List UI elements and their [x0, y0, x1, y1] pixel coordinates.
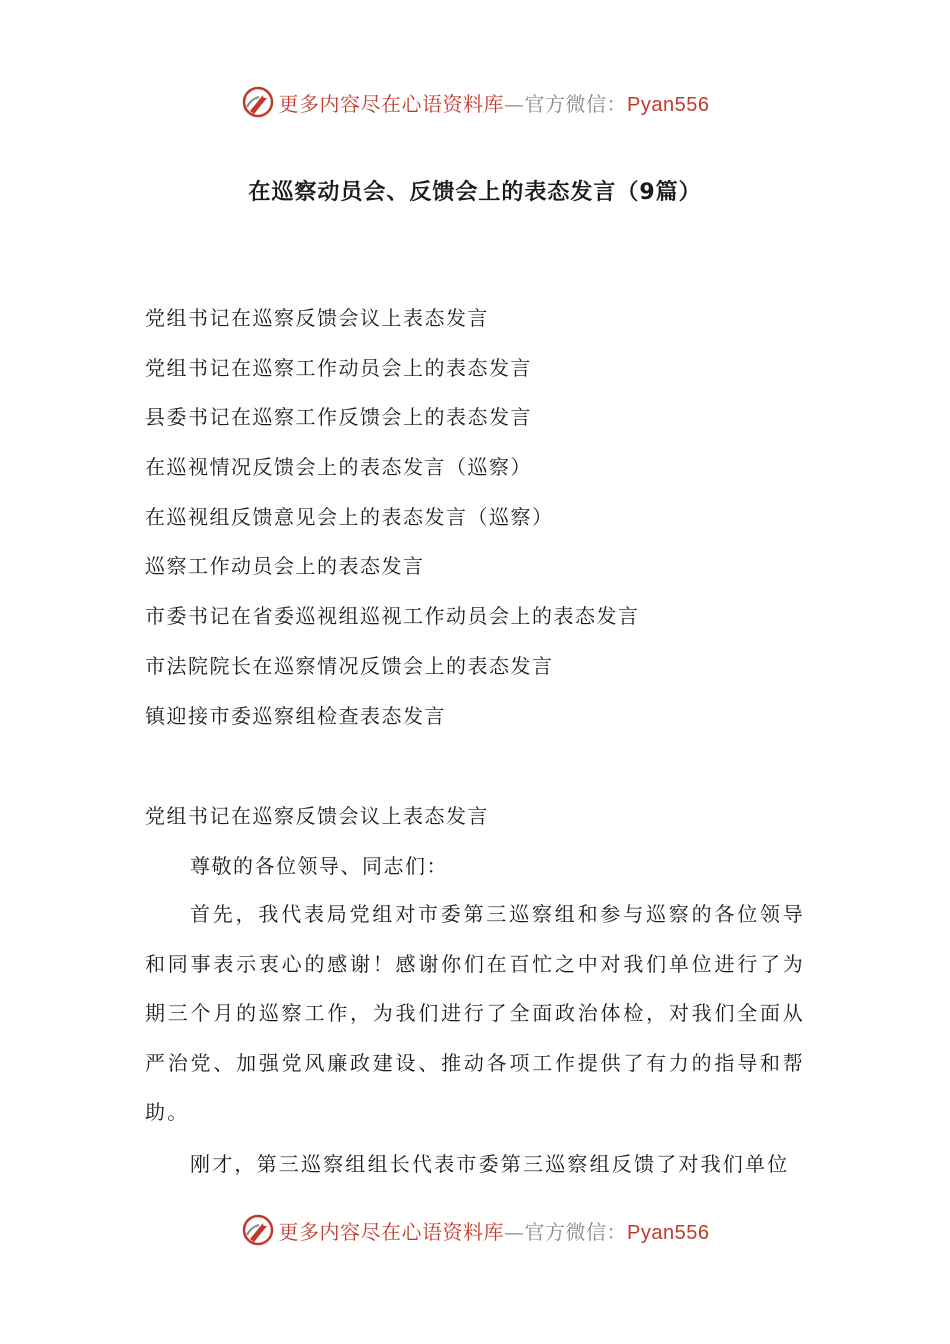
section-heading: 党组书记在巡察反馈会议上表态发言	[145, 804, 489, 828]
table-of-contents	[145, 300, 825, 747]
toc-item: 市法院院长在巡察情况反馈会上的表态发言	[145, 653, 554, 678]
banner-site-text: 更多内容尽在心语资料库	[278, 1219, 505, 1244]
banner-separator-text: —官方微信：	[504, 91, 628, 116]
header-banner	[0, 80, 950, 124]
toc-item: 在巡视情况反馈会上的表态发言（巡察）	[145, 455, 532, 480]
toc-item: 县委书记在巡察工作反馈会上的表态发言	[145, 405, 532, 430]
toc-item: 在巡视组反馈意见会上的表态发言（巡察）	[145, 504, 554, 529]
banner-text	[279, 88, 710, 117]
banner-wechat-id: Pyan556	[627, 1221, 710, 1244]
document-title: 在巡察动员会、反馈会上的表态发言（9篇）	[248, 180, 702, 205]
banner-separator-text: —官方微信：	[504, 1219, 628, 1244]
banner-text	[279, 1216, 710, 1245]
toc-item: 市委书记在省委巡视组巡视工作动员会上的表态发言	[145, 604, 640, 629]
toc-item: 党组书记在巡察工作动员会上的表态发言	[145, 355, 532, 380]
body-paragraph: 刚才，第三巡察组组长代表市委第三巡察组反馈了对我们单位	[190, 1152, 790, 1176]
pen-nib-logo-icon	[241, 85, 275, 119]
toc-item: 党组书记在巡察反馈会议上表态发言	[145, 306, 489, 330]
footer-banner	[0, 1208, 950, 1252]
pen-nib-logo-icon	[241, 1213, 275, 1247]
toc-item: 镇迎接市委巡察组检查表态发言	[145, 703, 446, 728]
banner-site-text: 更多内容尽在心语资料库	[278, 91, 505, 116]
body-paragraph: 首先，我代表局党组对市委第三巡察组和参与巡察的各位领导和同事表示衷心的感谢！感谢你们在百忙之中对我们单位进行了为期三个月的巡察工作，为我们进行了全面政治体检，对我们全面从严治党、加强党风廉政建设、推动各项工作提供了有力的指导和帮助。	[145, 902, 805, 1125]
banner-wechat-id: Pyan556	[627, 93, 710, 116]
greeting: 尊敬的各位领导、同志们：	[190, 854, 448, 878]
toc-item: 巡察工作动员会上的表态发言	[145, 554, 425, 579]
